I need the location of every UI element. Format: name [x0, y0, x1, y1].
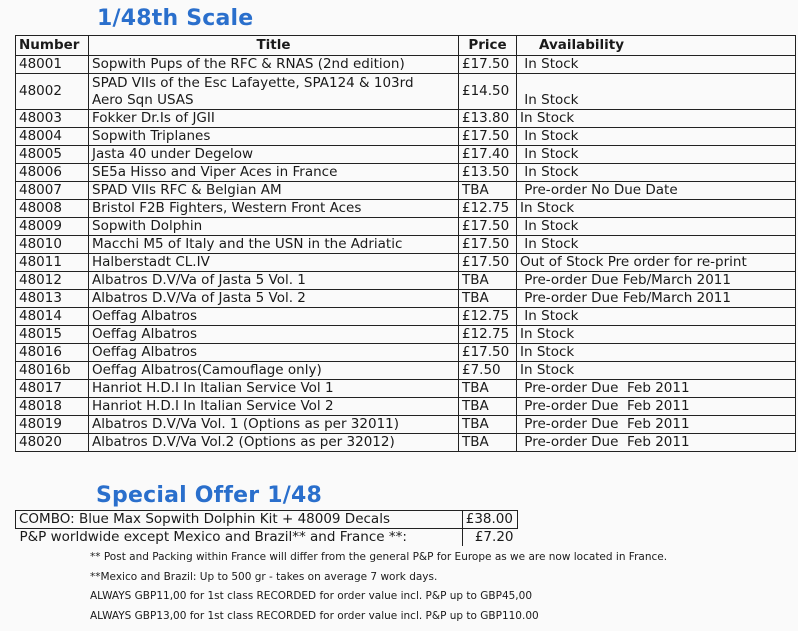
product-price: TBA: [459, 416, 517, 434]
shipping-notes: [90, 548, 667, 626]
product-price: £17.50: [459, 218, 517, 236]
product-price: £13.80: [459, 110, 517, 128]
product-title: Albatros D.V/Va of Jasta 5 Vol. 1: [89, 272, 459, 290]
table-row: [16, 308, 796, 326]
product-availability: In Stock: [517, 200, 796, 218]
product-price: £17.50: [459, 236, 517, 254]
product-title: SPAD VIIs RFC & Belgian AM: [89, 182, 459, 200]
product-number: 48012: [16, 272, 89, 290]
product-number: 48011: [16, 254, 89, 272]
table-row: [16, 182, 796, 200]
product-availability: In Stock: [517, 308, 796, 326]
product-price: TBA: [459, 434, 517, 452]
product-price: £12.75: [459, 200, 517, 218]
product-price: £17.50: [459, 344, 517, 362]
product-title: Hanriot H.D.I In Italian Service Vol 2: [89, 398, 459, 416]
product-title: Sopwith Dolphin: [89, 218, 459, 236]
table-row: [16, 200, 796, 218]
shipping-note: ** Post and Packing within France will differ from the general P&P for Europe as we are now located in France.: [90, 551, 668, 563]
product-price: £14.50: [459, 74, 517, 110]
product-number: 48006: [16, 164, 89, 182]
postage-row: [16, 529, 518, 547]
table-row: [16, 362, 796, 380]
product-number: 48017: [16, 380, 89, 398]
header-availability: Availability: [517, 36, 796, 56]
product-price: £17.40: [459, 146, 517, 164]
table-row: [16, 146, 796, 164]
product-price: £17.50: [459, 128, 517, 146]
product-availability: Pre-order Due Feb/March 2011: [517, 272, 796, 290]
table-row: [16, 290, 796, 308]
table-row: [16, 272, 796, 290]
page-title: 1/48th Scale: [97, 6, 254, 31]
product-number: 48003: [16, 110, 89, 128]
product-number: 48005: [16, 146, 89, 164]
table-row: [16, 164, 796, 182]
product-title: Albatros D.V/Va Vol. 1 (Options as per 32011): [89, 416, 459, 434]
product-title-line: Aero Sqn USAS: [92, 91, 194, 108]
product-title: Oeffag Albatros: [89, 308, 459, 326]
product-availability: In Stock: [517, 164, 796, 182]
product-availability: In Stock: [517, 236, 796, 254]
product-title: Jasta 40 under Degelow: [89, 146, 459, 164]
product-table-body: [16, 56, 796, 452]
product-price: £12.75: [459, 326, 517, 344]
product-price: £17.50: [459, 56, 517, 74]
product-table: [15, 35, 796, 452]
product-number: 48013: [16, 290, 89, 308]
product-number: 48009: [16, 218, 89, 236]
table-row: [16, 236, 796, 254]
product-title: SE5a Hisso and Viper Aces in France: [89, 164, 459, 182]
product-number: 48016b: [16, 362, 89, 380]
product-number: 48001: [16, 56, 89, 74]
product-availability: Out of Stock Pre order for re-print: [517, 254, 796, 272]
product-price: TBA: [459, 380, 517, 398]
product-title: Oeffag Albatros(Camouflage only): [89, 362, 459, 380]
product-number: 48014: [16, 308, 89, 326]
table-row: [16, 416, 796, 434]
shipping-note: ALWAYS GBP11,00 for 1st class RECORDED for order value incl. P&P up to GBP45,00: [90, 590, 532, 602]
table-row: [16, 326, 796, 344]
product-title: Sopwith Triplanes: [89, 128, 459, 146]
table-row: [16, 74, 796, 110]
product-title: Oeffag Albatros: [89, 344, 459, 362]
product-title: Hanriot H.D.I In Italian Service Vol 1: [89, 380, 459, 398]
special-offer-title: Special Offer 1/48: [96, 483, 322, 508]
product-number: 48020: [16, 434, 89, 452]
product-price: TBA: [459, 272, 517, 290]
product-price: TBA: [459, 398, 517, 416]
postage-description: P&P worldwide except Mexico and Brazil** and France **:: [19, 529, 407, 545]
table-row: [16, 380, 796, 398]
product-availability: In Stock: [517, 218, 796, 236]
product-number: 48004: [16, 128, 89, 146]
product-price: £17.50: [459, 254, 517, 272]
product-availability: Pre-order Due Feb 2011: [517, 434, 796, 452]
product-title: Sopwith Pups of the RFC & RNAS (2nd edition): [89, 56, 459, 74]
table-row: [16, 398, 796, 416]
product-availability: In Stock: [517, 326, 796, 344]
product-availability: In Stock: [517, 128, 796, 146]
product-availability: In Stock: [517, 74, 796, 110]
table-header-row: [16, 36, 796, 56]
combo-description: COMBO: Blue Max Sopwith Dolphin Kit + 48009 Decals: [16, 511, 463, 529]
product-title: Macchi M5 of Italy and the USN in the Adriatic: [89, 236, 459, 254]
product-availability: Pre-order No Due Date: [517, 182, 796, 200]
product-number: 48010: [16, 236, 89, 254]
product-title: Albatros D.V/Va Vol.2 (Options as per 32012): [89, 434, 459, 452]
combo-row: [16, 511, 518, 529]
product-number: 48016: [16, 344, 89, 362]
product-title-line: SPAD VIIs of the Esc Lafayette, SPA124 & 103rd: [92, 74, 414, 91]
product-availability: In Stock: [517, 344, 796, 362]
product-title: Oeffag Albatros: [89, 326, 459, 344]
table-row: [16, 56, 796, 74]
table-row: [16, 434, 796, 452]
header-number: Number: [16, 36, 89, 56]
product-availability: In Stock: [517, 362, 796, 380]
table-row: [16, 344, 796, 362]
table-row: [16, 254, 796, 272]
product-availability: Pre-order Due Feb 2011: [517, 416, 796, 434]
product-title: Albatros D.V/Va of Jasta 5 Vol. 2: [89, 290, 459, 308]
product-availability: Pre-order Due Feb 2011: [517, 380, 796, 398]
product-number: 48002: [16, 74, 89, 110]
product-availability: Pre-order Due Feb/March 2011: [517, 290, 796, 308]
special-offer-table: [15, 510, 518, 546]
product-number: 48019: [16, 416, 89, 434]
postage-price: £7.20: [462, 529, 517, 547]
product-number: 48015: [16, 326, 89, 344]
product-price: TBA: [459, 290, 517, 308]
product-price: £13.50: [459, 164, 517, 182]
product-number: 48018: [16, 398, 89, 416]
product-title: Bristol F2B Fighters, Western Front Aces: [89, 200, 459, 218]
header-title: Title: [89, 36, 459, 56]
product-price: TBA: [459, 182, 517, 200]
product-title: Fokker Dr.Is of JGII: [89, 110, 459, 128]
header-price: Price: [459, 36, 517, 56]
combo-price: £38.00: [462, 511, 517, 529]
table-row: [16, 218, 796, 236]
product-availability: Pre-order Due Feb 2011: [517, 398, 796, 416]
product-number: 48007: [16, 182, 89, 200]
product-number: 48008: [16, 200, 89, 218]
product-availability: In Stock: [517, 56, 796, 74]
shipping-note: ALWAYS GBP13,00 for 1st class RECORDED for order value incl. P&P up to GBP110.00: [90, 609, 539, 622]
product-title: [89, 74, 459, 110]
shipping-note: **Mexico and Brazil: Up to 500 gr - takes on average 7 work days.: [90, 570, 438, 583]
product-availability: In Stock: [517, 146, 796, 164]
table-row: [16, 110, 796, 128]
table-row: [16, 128, 796, 146]
product-availability: In Stock: [517, 110, 796, 128]
product-price: £7.50: [459, 362, 517, 380]
product-price: £12.75: [459, 308, 517, 326]
product-title: Halberstadt CL.IV: [89, 254, 459, 272]
